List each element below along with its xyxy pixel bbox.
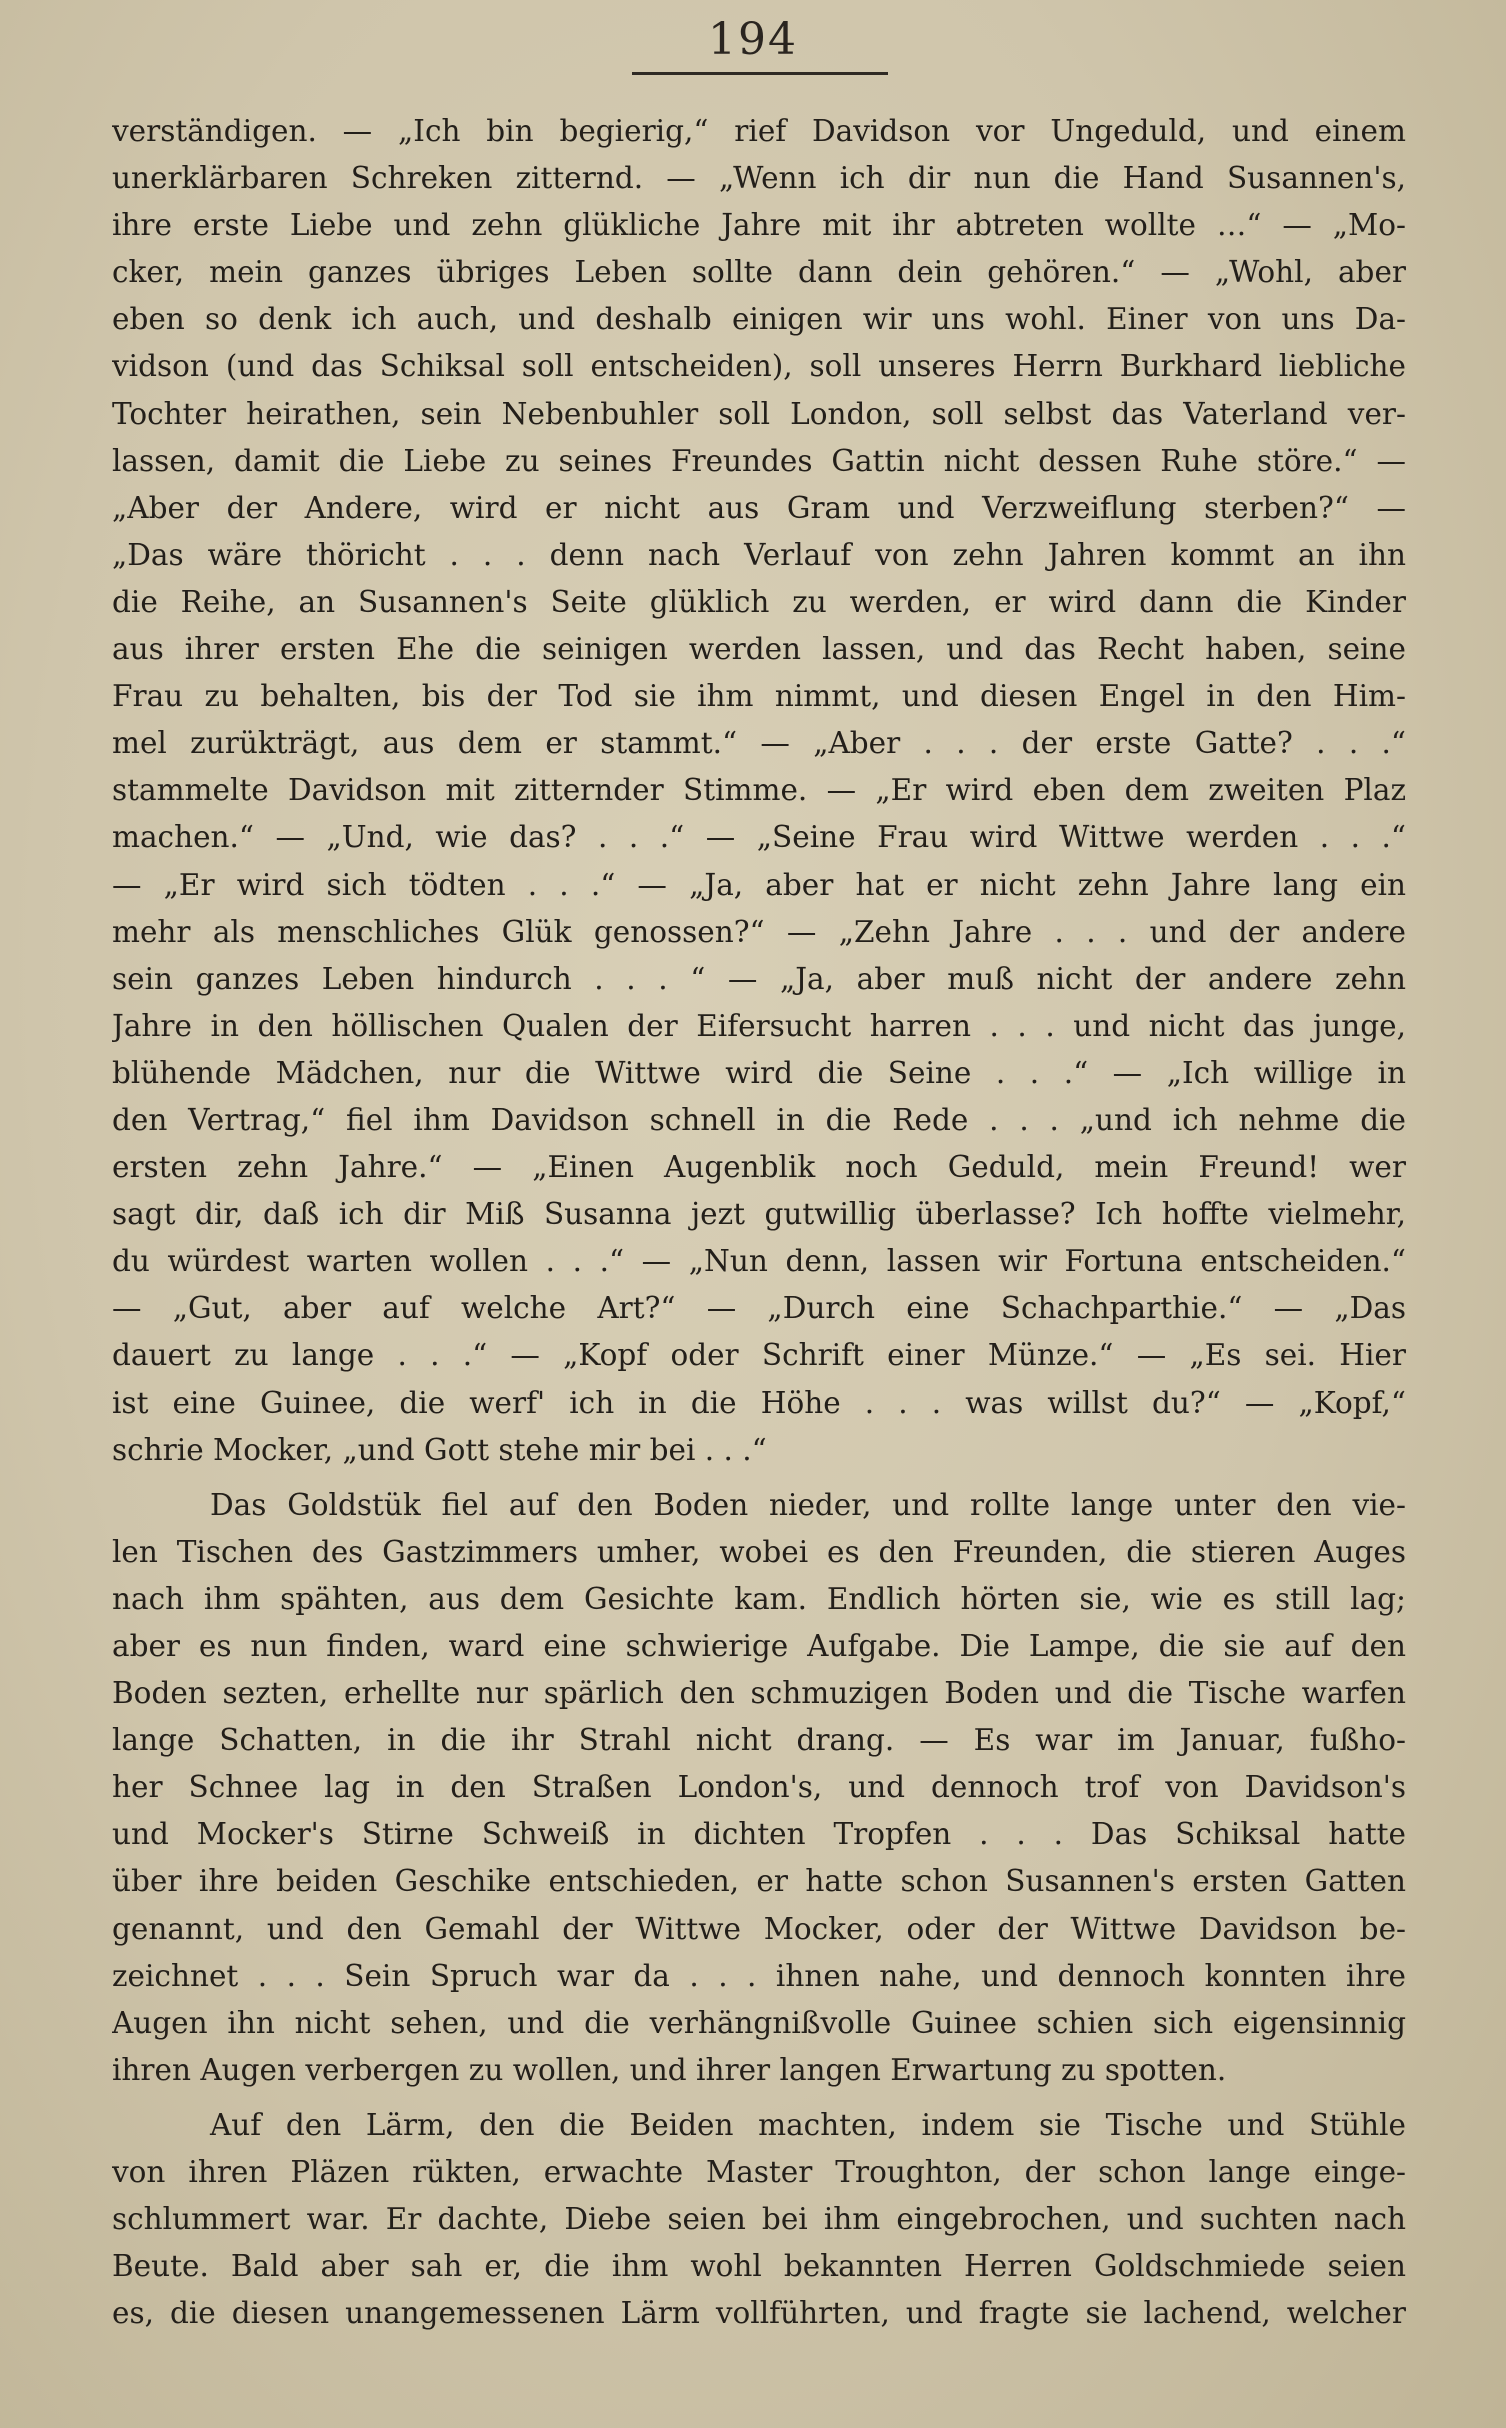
text-line: eben so denk ich auch, und deshalb einigen wir uns wohl. Einer von uns Da- [112, 302, 1406, 337]
text-line: über ihre beiden Geschike entschieden, er hatte schon Susannen's ersten Gatten [112, 1864, 1406, 1899]
text-line: nach ihm spähten, aus dem Gesichte kam. Endlich hörten sie, wie es still lag; [112, 1581, 1406, 1616]
text-line: ersten zehn Jahre.“ — „Einen Augenblik noch Geduld, mein Freund! wer [112, 1150, 1406, 1185]
text-line: Beute. Bald aber sah er, die ihm wohl bekannten Herren Goldschmiede seien [112, 2249, 1406, 2284]
text-line: den Vertrag,“ fiel ihm Davidson schnell in die Rede . . . „und ich nehme die [112, 1102, 1406, 1137]
text-line: ihren Augen verbergen zu wollen, und ihrer langen Erwartung zu spotten. [112, 2052, 1227, 2087]
text-line: ist eine Guinee, die werf' ich in die Höhe . . . was willst du?“ — „Kopf,“ [112, 1385, 1406, 1420]
text-line: — „Gut, aber auf welche Art?“ — „Durch eine Schachparthie.“ — „Das [112, 1291, 1406, 1326]
paragraph [112, 108, 1406, 1474]
text-line: machen.“ — „Und, wie das? . . .“ — „Seine Frau wird Wittwe werden . . .“ [112, 820, 1406, 855]
text-line: Boden sezten, erhellte nur spärlich den schmuzigen Boden und die Tische warfen [112, 1676, 1406, 1711]
text-line: Jahre in den höllischen Qualen der Eifersucht harren . . . und nicht das junge, [112, 1008, 1406, 1043]
text-line: Augen ihn nicht sehen, und die verhängnißvolle Guinee schien sich eigensinnig [112, 2005, 1406, 2040]
text-line: ihre erste Liebe und zehn glükliche Jahre mit ihr abtreten wollte …“ — „Mo- [112, 208, 1406, 243]
text-line: Tochter heirathen, sein Nebenbuhler soll London, soll selbst das Vaterland ver- [112, 396, 1406, 431]
text-line: mehr als menschliches Glük genossen?“ — „Zehn Jahre . . . und der andere [112, 914, 1406, 949]
paragraph [112, 1482, 1406, 2094]
text-line: schlummert war. Er dachte, Diebe seien bei ihm eingebrochen, und suchten nach [112, 2202, 1406, 2237]
text-line: aus ihrer ersten Ehe die seinigen werden lassen, und das Recht haben, seine [112, 632, 1406, 667]
text-line: Auf den Lärm, den die Beiden machten, indem sie Tische und Stühle [210, 2107, 1406, 2142]
text-line: zeichnet . . . Sein Spruch war da . . . ihnen nahe, und dennoch konnten ihre [112, 1958, 1406, 1993]
text-line: es, die diesen unangemessenen Lärm vollführten, und fragte sie lachend, welcher [112, 2296, 1406, 2331]
text-line: her Schnee lag in den Straßen London's, und dennoch trof von Davidson's [112, 1770, 1406, 1805]
text-line: blühende Mädchen, nur die Wittwe wird die Seine . . .“ — „Ich willige in [112, 1055, 1406, 1090]
text-line: und Mocker's Stirne Schweiß in dichten Tropfen . . . Das Schiksal hatte [112, 1817, 1406, 1852]
text-line: stammelte Davidson mit zitternder Stimme. — „Er wird eben dem zweiten Plaz [112, 773, 1406, 808]
text-line: schrie Mocker, „und Gott stehe mir bei . . .“ [112, 1432, 767, 1467]
text-line: sein ganzes Leben hindurch . . . “ — „Ja, aber muß nicht der andere zehn [112, 961, 1406, 996]
paragraph-gap [112, 2094, 1406, 2102]
text-line: aber es nun finden, ward eine schwierige Aufgabe. Die Lampe, die sie auf den [112, 1629, 1406, 1663]
text-line: lange Schatten, in die ihr Strahl nicht drang. — Es war im Januar, fußho- [112, 1723, 1406, 1758]
text-line: verständigen. — „Ich bin begierig,“ rief Davidson vor Ungeduld, und einem [112, 114, 1406, 148]
text-line: Frau zu behalten, bis der Tod sie ihm nimmt, und diesen Engel in den Him- [112, 679, 1406, 714]
paragraph-gap [112, 1474, 1406, 1482]
text-line: len Tischen des Gastzimmers umher, wobei es den Freunden, die stieren Auges [112, 1534, 1406, 1569]
text-line: von ihren Pläzen rükten, erwachte Master Troughton, der schon lange einge- [112, 2155, 1406, 2190]
text-line: die Reihe, an Susannen's Seite glüklich zu werden, er wird dann die Kinder [112, 584, 1406, 619]
header-rule [632, 72, 888, 75]
text-line: unerklärbaren Schreken zitternd. — „Wenn ich dir nun die Hand Susannen's, [112, 161, 1406, 196]
text-line: cker, mein ganzes übriges Leben sollte dann dein gehören.“ — „Wohl, aber [112, 255, 1406, 290]
body-text [112, 108, 1406, 2337]
text-line: vidson (und das Schiksal soll entscheiden), soll unseres Herrn Burkhard liebliche [112, 349, 1406, 384]
text-line: dauert zu lange . . .“ — „Kopf oder Schrift einer Münze.“ — „Es sei. Hier [112, 1338, 1406, 1373]
text-line: „Das wäre thöricht . . . denn nach Verlauf von zehn Jahren kommt an ihn [112, 537, 1406, 572]
text-line: — „Er wird sich tödten . . .“ — „Ja, aber hat er nicht zehn Jahre lang ein [112, 867, 1406, 902]
text-line: mel zurükträgt, aus dem er stammt.“ — „Aber . . . der erste Gatte? . . .“ [112, 726, 1406, 761]
text-line: du würdest warten wollen . . .“ — „Nun denn, lassen wir Fortuna entscheiden.“ [112, 1244, 1406, 1279]
text-line: genannt, und den Gemahl der Wittwe Mocker, oder der Wittwe Davidson be- [112, 1911, 1406, 1946]
text-line: Das Goldstük fiel auf den Boden nieder, und rollte lange unter den vie- [210, 1487, 1406, 1522]
text-line: sagt dir, daß ich dir Miß Susanna jezt gutwillig überlasse? Ich hoffte vielmehr, [112, 1197, 1406, 1232]
text-line: lassen, damit die Liebe zu seines Freundes Gattin nicht dessen Ruhe störe.“ — [112, 443, 1406, 478]
paragraph [112, 2102, 1406, 2337]
text-line: „Aber der Andere, wird er nicht aus Gram und Verzweiflung sterben?“ — [112, 490, 1406, 525]
page-number: 194 [708, 14, 798, 65]
